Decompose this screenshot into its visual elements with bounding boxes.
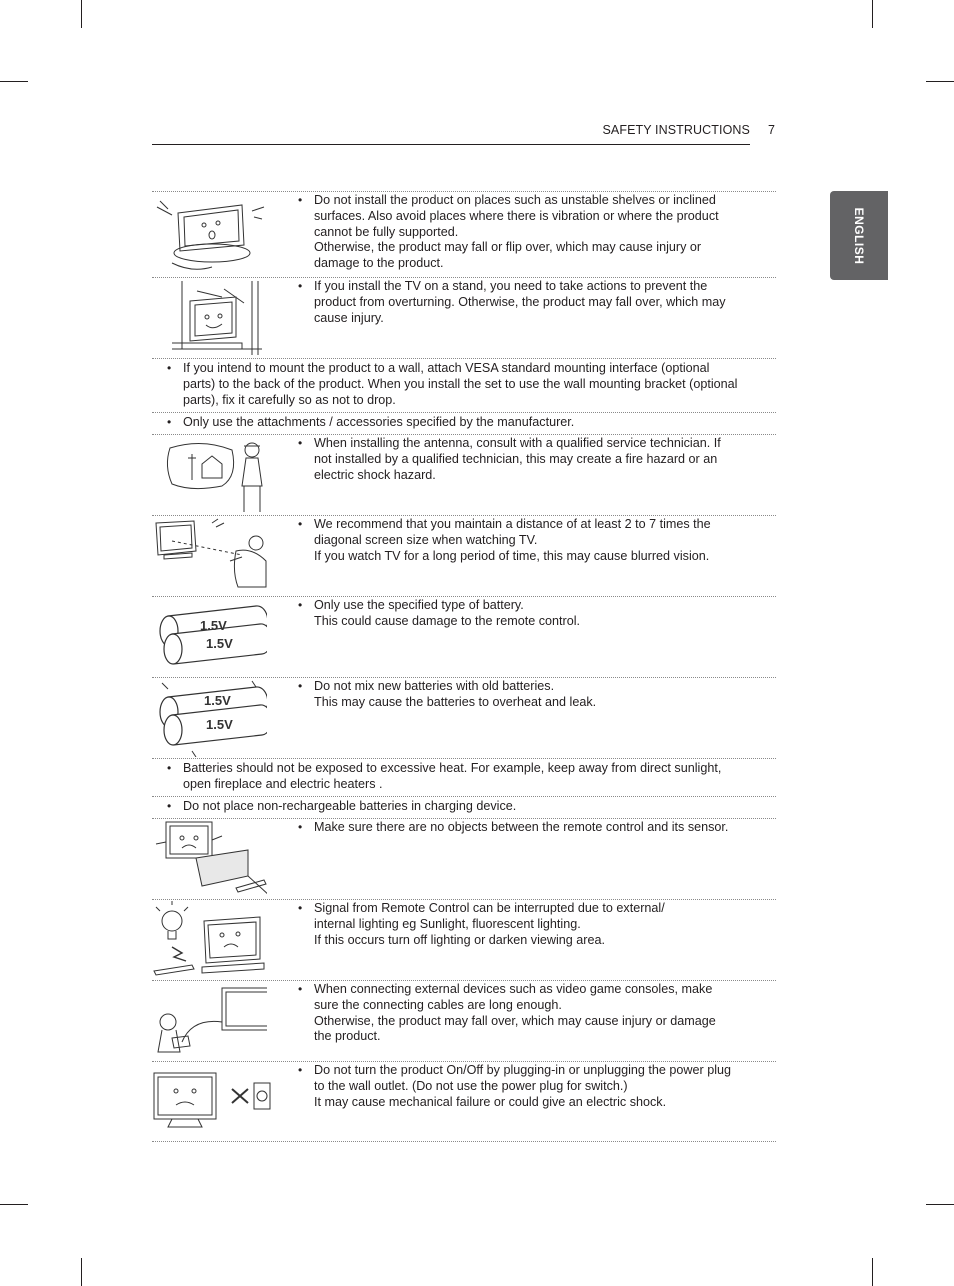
instruction-text: • Do not mix new batteries with old batteries. This may cause the batteries to overheat and leak.	[298, 679, 597, 709]
instruction-row	[152, 677, 776, 758]
game-console-icon	[152, 982, 267, 1060]
viewer-armchair-icon	[152, 517, 267, 595]
power-plug-icon	[152, 1063, 272, 1139]
unstable-tv-illustration	[152, 193, 267, 275]
instruction-text: • If you intend to mount the product to a wall, attach VESA standard mounting interface (optional parts) to the back of the product. When you install the set to use the wall mounting bracket (optional parts), fix it carefully so as not to drop.	[167, 361, 738, 407]
instruction-row	[152, 596, 776, 677]
battery-illustration	[152, 598, 267, 676]
tv-stand-illustration	[152, 279, 267, 357]
bullet: •	[298, 279, 303, 293]
language-tab	[830, 191, 888, 280]
instruction-text: • Do not install the product on places such as unstable shelves or inclined surfaces. Also avoid places where there is vibration or where the product cannot be fully supported. Otherwise, the product may fall or flip over, which may cause injury or damage to the product.	[298, 193, 719, 271]
page-number: 7	[768, 123, 775, 137]
crop-mark	[81, 1258, 82, 1286]
instruction-text: • Do not turn the product On/Off by plugging-in or unplugging the power plug to the wall outlet. (Do not use the power plug for switch.) It may cause mechanical failure or could give an electric shock.	[298, 1063, 732, 1109]
bullet: •	[298, 901, 303, 915]
bullet: •	[298, 517, 303, 531]
antenna-technician-illustration	[152, 436, 267, 514]
mixed-battery-illustration	[152, 679, 267, 757]
bullet: •	[298, 1063, 303, 1077]
instruction-row	[152, 277, 776, 358]
lighting-interference-illustration	[152, 901, 267, 979]
instruction-text: • Only use the attachments / accessories specified by the manufacturer.	[167, 415, 575, 429]
tv-on-stand-icon	[152, 279, 267, 357]
instruction-text: • When connecting external devices such as video game consoles, make sure the connecting cables are long enough. Otherwise, the product may fall over, which may cause injury or damage the product.	[298, 982, 716, 1044]
remote-blocked-icon	[152, 820, 267, 898]
instruction-row	[152, 899, 776, 980]
crop-mark	[872, 1258, 873, 1286]
crop-mark	[926, 1204, 954, 1205]
instruction-row	[152, 515, 776, 596]
instruction-row	[152, 758, 776, 796]
remote-obstacle-illustration	[152, 820, 267, 898]
light-bulb-icon	[152, 901, 267, 979]
instruction-row	[152, 434, 776, 515]
battery-label: 1.5V	[204, 693, 231, 708]
instruction-row	[152, 412, 776, 434]
instruction-text: • Make sure there are no objects between the remote control and its sensor.	[298, 820, 729, 834]
instruction-text: • Only use the specified type of battery. This could cause damage to the remote control.	[298, 598, 581, 628]
battery-label: 1.5V	[206, 636, 233, 651]
bullet: •	[167, 415, 172, 429]
instruction-row	[152, 191, 776, 277]
crop-mark	[926, 81, 954, 82]
bullet: •	[298, 820, 303, 834]
technician-icon	[152, 436, 267, 514]
battery-icon	[152, 598, 267, 676]
instruction-text: • We recommend that you maintain a distance of at least 2 to 7 times the diagonal screen size when watching TV. If you watch TV for a long period of time, this may cause blurred vision.	[298, 517, 711, 563]
bullet: •	[298, 193, 303, 207]
crop-mark	[0, 1204, 28, 1205]
bullet: •	[298, 679, 303, 693]
instruction-text: • Batteries should not be exposed to excessive heat. For example, keep away from direct sunlight, open fireplace and electric heaters .	[167, 761, 722, 791]
instruction-text: • If you install the TV on a stand, you need to take actions to prevent the product from overturning. Otherwise, the product may fall over, which may cause injury.	[298, 279, 726, 325]
crop-mark	[872, 0, 873, 28]
bullet: •	[167, 761, 172, 775]
battery-icon	[152, 679, 267, 757]
bullet: •	[298, 436, 303, 450]
page-header	[152, 122, 750, 145]
battery-label: 1.5V	[206, 717, 233, 732]
instruction-row	[152, 818, 776, 899]
instruction-text: • Signal from Remote Control can be interrupted due to external/ internal lighting eg Sunlight, fluorescent lighting. If this occurs turn off lighting or darken viewing area.	[298, 901, 665, 947]
instruction-text: • When installing the antenna, consult with a qualified service technician. If not installed by a qualified technician, this may create a fire hazard or an electric shock hazard.	[298, 436, 721, 482]
instruction-row	[152, 980, 776, 1061]
section-title: SAFETY INSTRUCTIONS	[602, 123, 750, 137]
bullet: •	[298, 982, 303, 996]
crop-mark	[81, 0, 82, 28]
crop-mark	[0, 81, 28, 82]
viewing-distance-illustration	[152, 517, 267, 595]
bullet: •	[167, 799, 172, 813]
power-plug-illustration	[152, 1063, 267, 1139]
instruction-row	[152, 796, 776, 818]
battery-label: 1.5V	[200, 618, 227, 633]
scared-tv-icon	[152, 193, 267, 275]
instruction-row	[152, 358, 776, 412]
bullet: •	[167, 361, 172, 375]
external-device-illustration	[152, 982, 267, 1060]
language-label: ENGLISH	[852, 207, 866, 264]
bullet: •	[298, 598, 303, 612]
instruction-row	[152, 1061, 776, 1142]
instruction-text: • Do not place non-rechargeable batteries in charging device.	[167, 799, 517, 813]
